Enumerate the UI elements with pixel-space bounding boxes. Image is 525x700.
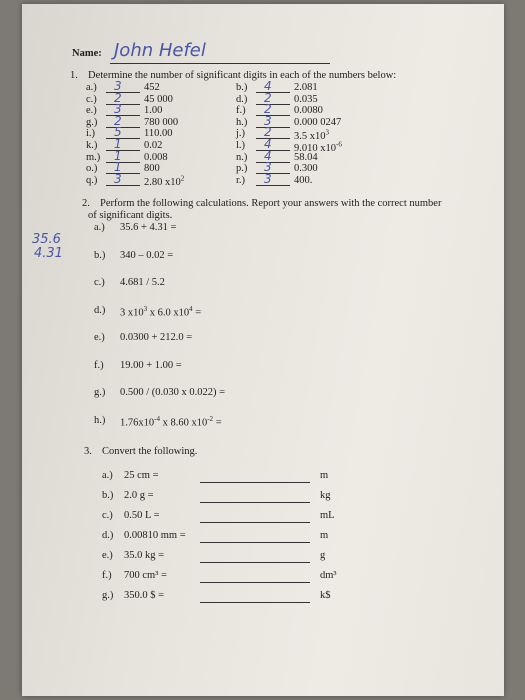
q1-item-label: a.) (86, 82, 97, 93)
answer-line (256, 104, 290, 116)
q1-item-label: i.) (86, 128, 96, 140)
q1-item-value: 0.035 (294, 93, 318, 105)
q3-item-label: a.) (102, 470, 113, 481)
q3-item-label: c.) (102, 510, 113, 521)
answer-line (200, 590, 310, 603)
q3-unit: k$ (320, 590, 331, 601)
handwritten-answer: 2 (264, 102, 272, 117)
name-line (110, 51, 330, 64)
answer-line (256, 171, 290, 186)
handwritten-answer: 3 (114, 102, 122, 117)
q2-expression: 4.681 / 5.2 (120, 277, 165, 288)
q1-item-value: 0.000 0247 (294, 116, 342, 128)
margin-note-2: 4.31 (34, 246, 63, 261)
q1-item-value: 58.04 (294, 151, 318, 163)
q3-prompt: Convert the following. (102, 446, 198, 457)
q1-number: 1. (70, 70, 78, 81)
answer-line (106, 81, 140, 93)
q3-unit: dm³ (320, 570, 337, 581)
q3-number: 3. (84, 446, 92, 457)
q1-item-label: f.) (236, 105, 246, 117)
q1-item-value: 1.00 (144, 105, 163, 117)
q1-item-label: q.) (86, 174, 98, 186)
answer-line (200, 470, 310, 483)
q1-item-value: 0.02 (144, 140, 163, 151)
handwritten-answer: 2 (114, 113, 122, 128)
q3-expression: 700 cm³ = (124, 570, 167, 581)
student-name: John Hefel (114, 40, 206, 61)
handwritten-answer: 3 (264, 113, 272, 128)
q2-item-label: e.) (94, 332, 105, 343)
handwritten-answer: 4 (264, 79, 272, 93)
q3-expression: 0.50 L = (124, 510, 160, 521)
q2-expression: $1.76x10^{-4}$ x 8.60 $x10^{-2}$ = (120, 414, 222, 428)
handwritten-answer: 3 (264, 171, 272, 186)
q2-prompt-line2: of significant digits. (88, 210, 173, 221)
q1-item-label: p.) (236, 163, 248, 175)
q1-item-label: e.) (86, 105, 97, 117)
q3-expression: 25 cm = (124, 470, 159, 481)
q1-prompt: Determine the number of significant digits in each of the numbers below: (88, 70, 397, 81)
q1-item-value: 0.300 (294, 163, 318, 175)
q2-expression: 3 $x10^3$ x 6.0 $x10^4$ = (120, 304, 202, 318)
answer-line (256, 162, 290, 174)
q1-item-label: g.) (86, 116, 98, 128)
q3-unit: g (320, 550, 326, 561)
handwritten-answer: 5 (114, 125, 122, 140)
handwritten-answer: 3 (114, 171, 122, 186)
q2-item-label: d.) (94, 304, 106, 316)
answer-line (200, 510, 310, 523)
q2-expression: 0.500 / (0.030 x 0.022) = (120, 387, 226, 398)
q1-item-label: n.) (236, 151, 248, 163)
q1-item-label: r.) (236, 174, 246, 186)
answer-line (106, 148, 140, 163)
handwritten-answer: 1 (114, 160, 122, 175)
q3-expression: 35.0 kg = (124, 550, 165, 561)
q1-item-label: m.) (86, 151, 101, 163)
answer-line (200, 530, 310, 543)
answer-line (200, 570, 310, 583)
q3-expression: 2.0 g = (124, 490, 154, 501)
q1-item-label: j.) (236, 128, 246, 140)
answer-line (256, 127, 290, 139)
answer-line (200, 550, 310, 563)
handwritten-answer: 1 (114, 148, 122, 163)
q2-item-label: b.) (94, 249, 106, 261)
worksheet-page (22, 4, 504, 696)
q1-item-value: 452 (144, 82, 160, 93)
q1-item-value: 0.0080 (294, 105, 323, 117)
q3-unit: m (320, 530, 329, 541)
q2-item-label: h.) (94, 414, 106, 426)
handwritten-answer: 2 (114, 90, 122, 105)
q1-item-value: 9.010 $x10^{-6}$ (294, 140, 342, 154)
margin-note-1: 35.6 (32, 232, 61, 247)
q1-item-label: k.) (86, 140, 98, 151)
q2-expression: 0.0300 + 212.0 = (120, 332, 193, 343)
handwritten-answer: 3 (114, 79, 122, 93)
handwritten-answer: 2 (264, 125, 272, 140)
q1-item-value: 0.008 (144, 151, 168, 163)
q3-unit: mL (320, 510, 335, 521)
q3-item-label: d.) (102, 530, 114, 541)
q1-item-label: d.) (236, 93, 248, 105)
q2-item-label: f.) (94, 359, 104, 371)
answer-line (256, 148, 290, 163)
q3-expression: 0.00810 mm = (124, 530, 186, 541)
handwritten-answer: 1 (114, 137, 122, 151)
q1-item-value: 45 000 (144, 93, 173, 105)
q1-item-value: 2.80 $x10^2$ (144, 174, 185, 189)
q3-expression: 350.0 $ = (124, 590, 165, 601)
q2-item-label: a.) (94, 222, 105, 233)
q1-item-value: 400. (294, 174, 313, 186)
q1-item-value: 2.081 (294, 82, 318, 93)
answer-line (106, 127, 140, 139)
answer-line (106, 104, 140, 116)
q2-expression: 340 – 0.02 = (120, 249, 174, 261)
q2-expression: 19.00 + 1.00 = (120, 359, 182, 371)
q1-item-label: c.) (86, 93, 97, 105)
q3-item-label: e.) (102, 550, 113, 561)
q2-expression: 35.6 + 4.31 = (120, 222, 177, 233)
q1-item-label: b.) (236, 82, 248, 93)
answer-line (106, 162, 140, 174)
handwritten-answer: 2 (264, 90, 272, 105)
answer-line (106, 90, 140, 105)
q1-item-value: 3.5 $x10^3$ (294, 128, 329, 142)
q3-unit: kg (320, 490, 331, 501)
q3-unit: m (320, 470, 329, 481)
q1-item-value: 780 000 (144, 116, 179, 128)
name-label: Name: (72, 48, 102, 59)
q3-item-label: g.) (102, 590, 114, 601)
q3-item-label: b.) (102, 490, 114, 501)
q2-number: 2. (82, 198, 90, 209)
q1-item-value: 110.00 (144, 128, 173, 140)
answer-line (106, 113, 140, 128)
q1-item-label: o.) (86, 163, 98, 175)
q2-item-label: g.) (94, 387, 106, 398)
answer-line (256, 113, 290, 128)
q2-item-label: c.) (94, 277, 105, 288)
q1-item-value: 800 (144, 163, 160, 175)
answer-line (256, 90, 290, 105)
answer-line (256, 81, 290, 93)
handwritten-answer: 3 (264, 160, 272, 175)
q3-item-label: f.) (102, 570, 112, 581)
answer-line (200, 490, 310, 503)
answer-line (106, 139, 140, 151)
handwritten-answer: 4 (264, 137, 272, 151)
q1-item-label: l.) (236, 140, 246, 151)
q2-prompt-line1: Perform the following calculations. Report your answers with the correct number (100, 198, 442, 209)
handwritten-answer: 4 (264, 148, 272, 163)
q1-item-label: h.) (236, 116, 248, 128)
answer-line (106, 171, 140, 186)
answer-line (256, 139, 290, 151)
